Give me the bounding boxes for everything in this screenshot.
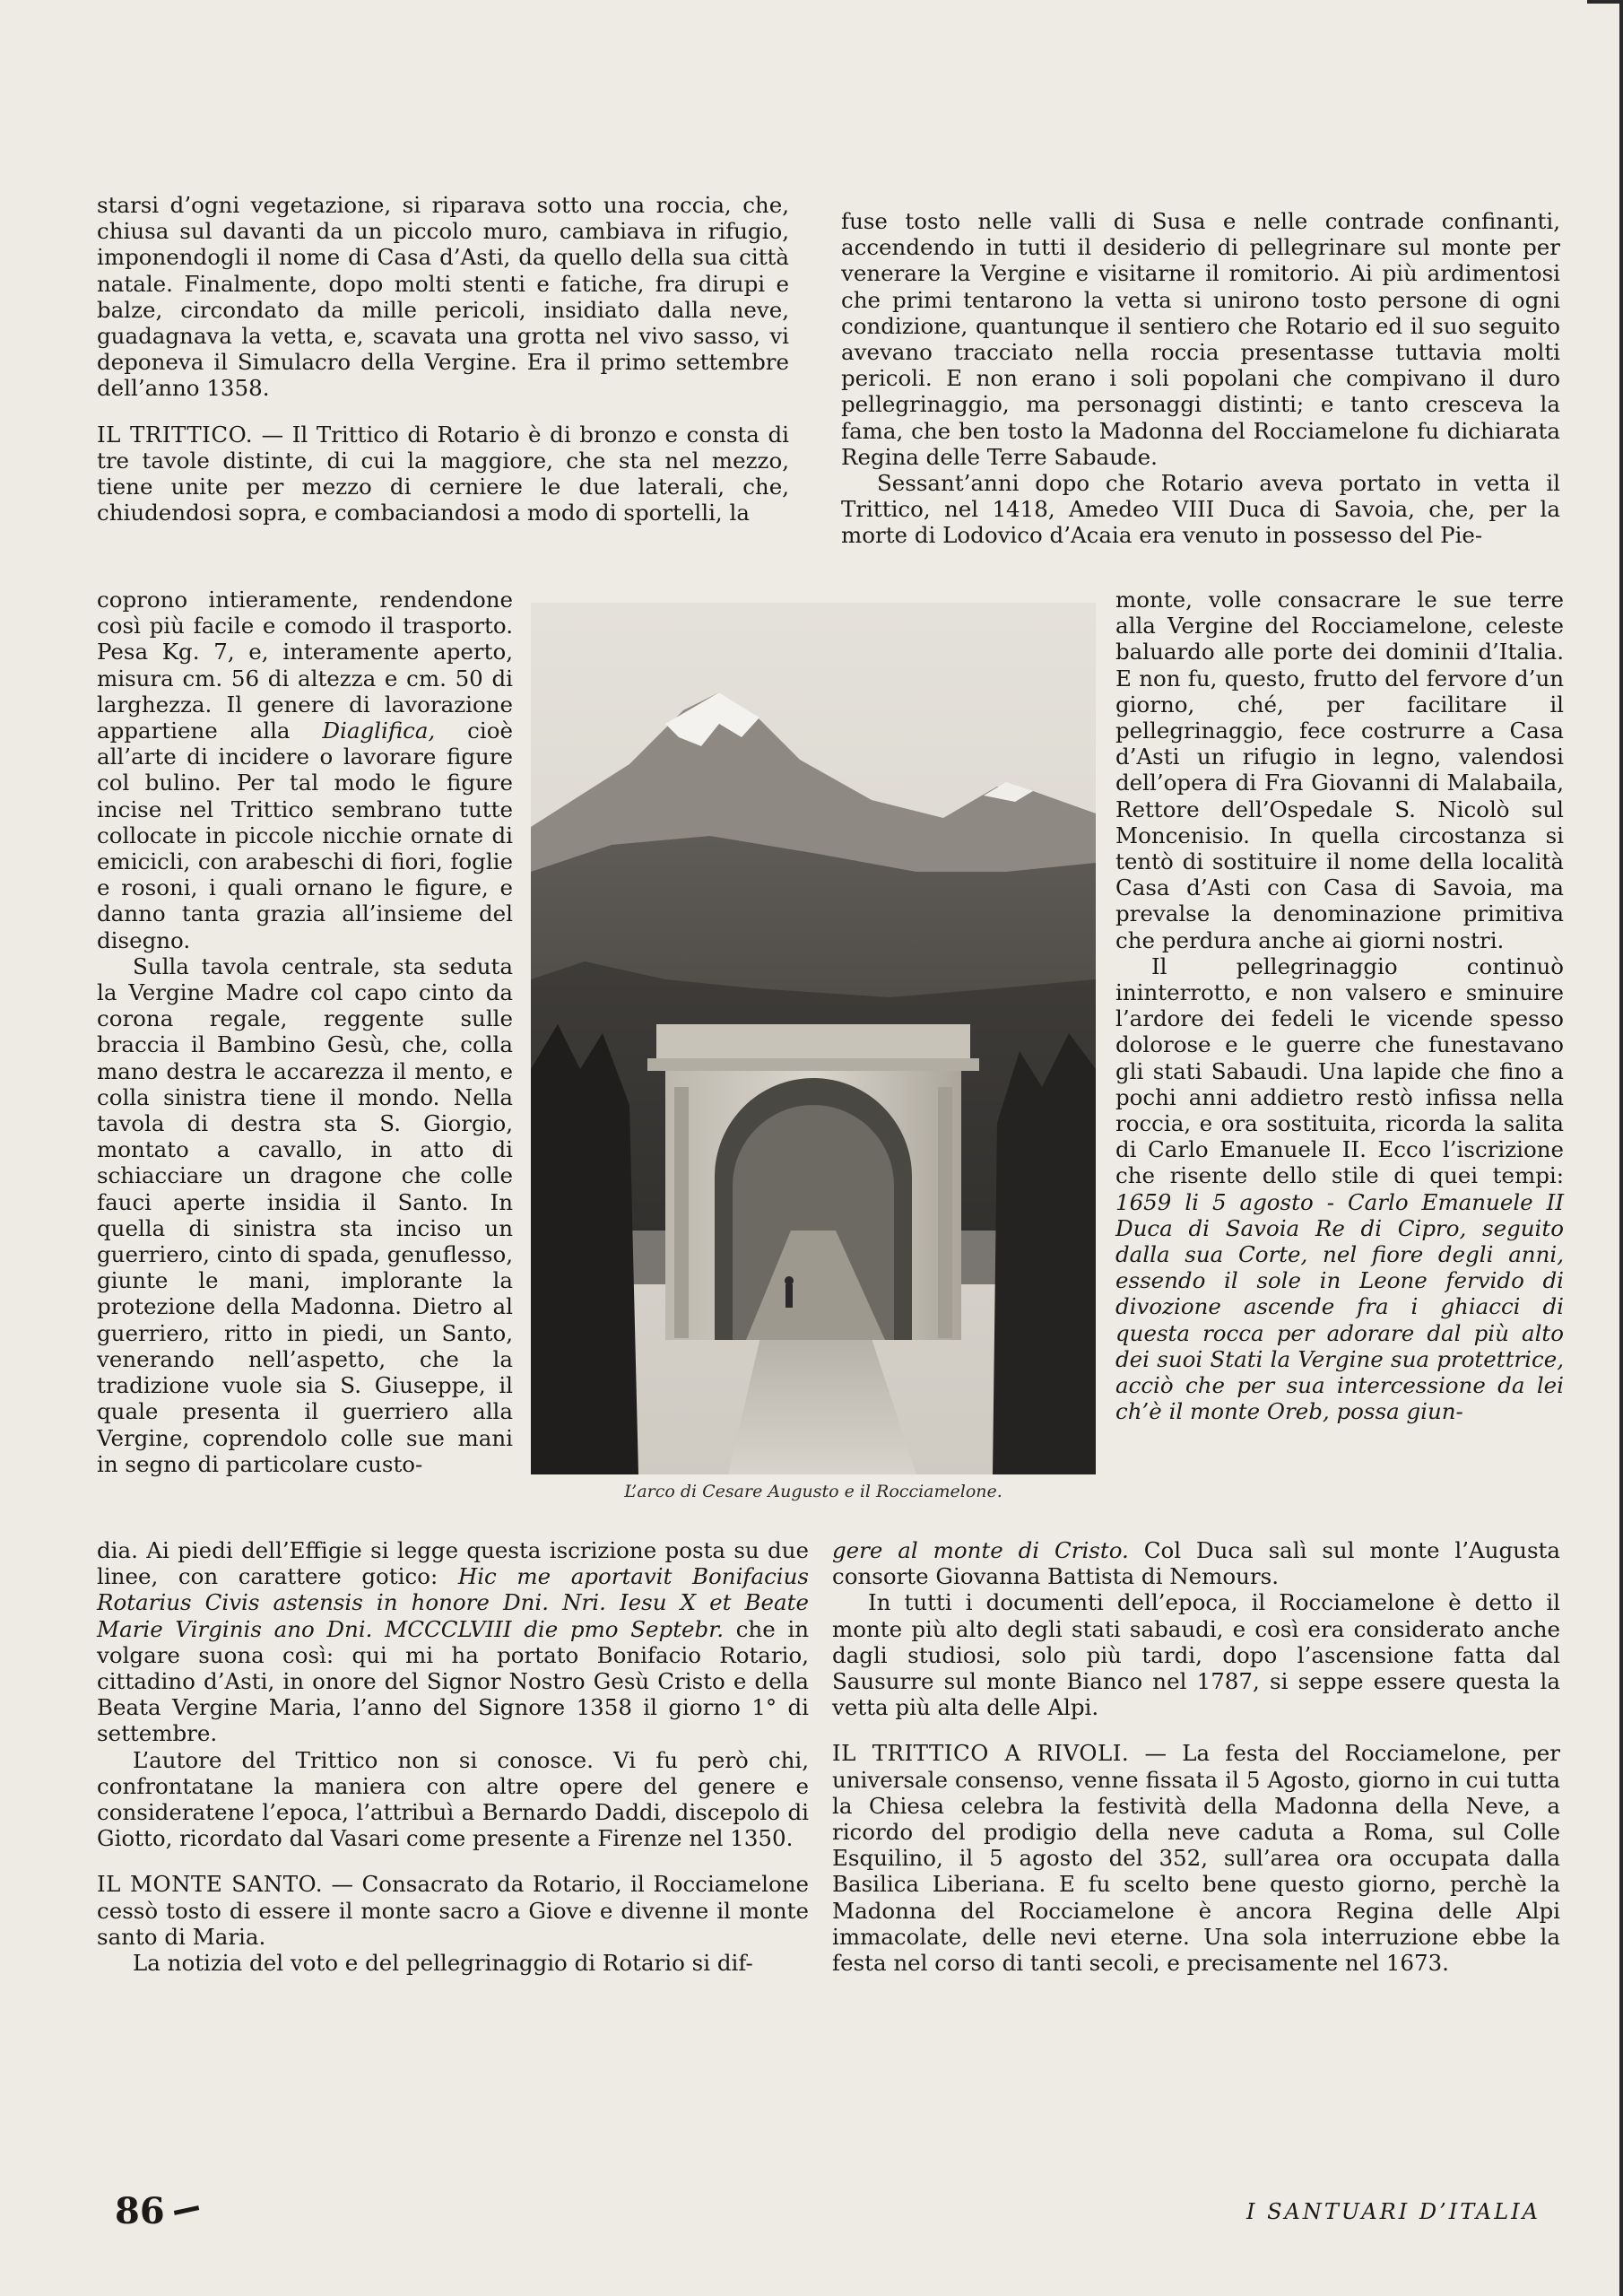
section-heading-trittico: IL TRITTICO.: [97, 421, 254, 448]
arch-photo-illustration: [531, 603, 1096, 1474]
paragraph: [832, 1537, 1560, 1589]
scan-corner-border: [1587, 0, 1623, 4]
text-column-left-bottom: [97, 1537, 809, 1976]
running-title: I SANTUARI D’ITALIA: [1245, 2199, 1541, 2224]
paragraph: [1115, 953, 1564, 1425]
photo-arch-and-mountain: [531, 603, 1096, 1474]
paragraph: In tutti i documenti dell’epoca, il Rocciamelone è detto il monte più alto degli stati sabaudi, e così era considerato anche dagli studiosi, solo più tardi, dopo l’ascensione fatta dal Sausurre sul monte Bianco nel 1787, si seppe essere questa la vetta più alta delle Alpi.: [832, 1589, 1560, 1721]
paragraph: monte, volle consacrare le sue terre alla Vergine del Rocciamelone, celeste baluardo alle porte dei dominii d’Italia. E non fu, questo, frutto del fervore d’un giorno, ché, per facilitare il pellegrinaggio, fece costrurre a Casa d’Asti un rifugio in legno, valendosi dell’opera di Fra Giovanni di Malabaila, Rettore dell’Ospedale S. Nicolò sul Moncenisio. In quella circostanza si tentò di sostituire il nome della località Casa d’Asti con Casa di Savoia, ma prevalse la denominazione primitiva che perdura anche ai giorni nostri.: [1115, 587, 1564, 953]
page-number-dash: [174, 2205, 199, 2215]
paragraph: fuse tosto nelle valli di Susa e nelle contrade confinanti, accendendo in tutti il desiderio di pellegrinare sul monte per venerare la Vergine e visitarne il romitorio. Ai più ardimentosi che primi tentarono la vetta si unirono tosto persone di ogni condizione, quantunque il sentiero che Rotario ed il suo seguito avevano tracciato nella roccia presentasse tuttavia molti pericoli. E non erano i soli popolani che compivano il duro pellegrinaggio, ma personaggi distinti; e tanto cresceva la fama, che ben tosto la Madonna del Rocciamelone fu dichiarata Regina delle Terre Sabaude.: [841, 208, 1560, 470]
italic-term: Diaglifica,: [322, 718, 436, 744]
paragraph-trittico: [97, 422, 789, 526]
page-number: 86: [115, 2190, 165, 2232]
paragraph: Sessant’anni dopo che Rotario aveva portato in vetta il Trittico, nel 1418, Amedeo VIII Duca di Savoia, che, per la morte di Lodovico d’Acaia era venuto in possesso del Pie-: [841, 470, 1560, 549]
figure-caption: L’arco di Cesare Augusto e il Rocciamelone.: [624, 1482, 1002, 1501]
text-column-left-top: [97, 192, 789, 526]
paragraph-text: coprono intieramente, rendendone così più facile e comodo il trasporto. Pesa Kg. 7, e, interamente aperto, misura cm. 56 di altezza e cm. 50 di larghezza. Il genere di lavorazione appartiene alla: [97, 587, 513, 744]
section-heading-monte-santo: IL MONTE SANTO.: [97, 1871, 323, 1898]
scan-edge-border: [1619, 0, 1623, 2296]
paragraph-text: — Consacrato da Rotario, il Rocciamelone cessò tosto di essere il monte sacro a Giove e divenne il monte santo di Maria.: [97, 1871, 809, 1950]
paragraph: L’autore del Trittico non si conosce. Vi fu però chi, confrontatane la maniera con altre opere del genere e consideratene l’epoca, l’attribuì a Bernardo Daddi, discepolo di Giotto, ricordato dal Vasari come presente a Firenze nel 1350.: [97, 1746, 809, 1852]
section-heading-trittico-a-rivoli: IL TRITTICO A RIVOLI.: [832, 1740, 1130, 1767]
paragraph-text: cioè all’arte di incidere o lavorare figure col bulino. Per tal modo le figure incise nel Trittico sembrano tutte collocate in piccole nicchie ornate di emicicli, con arabeschi di fiori, foglie e rosoni, i quali ornano le figure, e danno tanta grazia all’insieme del disegno.: [97, 718, 513, 953]
paragraph-monte-santo: [97, 1871, 809, 1950]
paragraph: [97, 1537, 809, 1747]
paragraph-text: che in volgare suona così: qui mi ha portato Bonifacio Rotario, cittadino d’Asti, in onore del Signor Nostro Gesù Cristo e della Beata Vergine Maria, l’anno del Signore 1358 il giorno 1° di settembre.: [97, 1615, 809, 1747]
paragraph: starsi d’ogni vegetazione, si riparava sotto una roccia, che, chiusa sul davanti da un piccolo muro, cambiava in rifugio, imponendogli il nome di Casa d’Asti, da quello della sua città natale. Finalmente, dopo molti stenti e fatiche, fra dirupi e balze, circondato da mille pericoli, insidiato dalla neve, guadagnava la vetta, e, scavata una grotta nel vivo sasso, vi deponeva il Simulacro della Vergine. Era il primo settembre dell’anno 1358.: [97, 192, 789, 402]
paragraph-text: — Il Trittico di Rotario è di bronzo e consta di tre tavole distinte, di cui la maggiore, che sta nel mezzo, tiene unite per mezzo di cerniere le due laterali, che, chiudendosi sopra, e combaciandosi a modo di sportelli, la: [97, 421, 789, 526]
paragraph-text: dia. Ai piedi dell’Effigie si legge questa iscrizione posta su due linee, con carattere gotico:: [97, 1537, 809, 1590]
paragraph-text: — La festa del Rocciamelone, per universale consenso, venne fissata il 5 Agosto, giorno in cui tutta la Chiesa celebra la festività della Madonna della Neve, a ricordo del prodigio della neve caduta a Roma, sul Colle Esquilino, il 5 agosto del 352, sull’area ora occupata dalla Basilica Liberiana. E fu scelto bene questo giorno, perchè la Madonna del Rocciamelone è ancora Regina delle Alpi immacolate, delle nevi eterne. Una sola interruzione ebbe la festa nel corso di tanti secoli, e precisamente nel 1673.: [832, 1740, 1561, 1977]
paragraph-text: Il pellegrinaggio continuò ininterrotto, e non valsero e sminuire l’ardore dei fedeli le vicende spesso dolorose e le guerre che funestavano gli stati Sabaudi. Una lapide che fino a pochi anni addietro restò infissa nella roccia, e ora sostituita, ricorda la salita di Carlo Emanuele II. Ecco l’iscrizione che risente dello stile di quei tempi:: [1115, 952, 1564, 1189]
italian-inscription-end: gere al monte di Cristo.: [832, 1537, 1129, 1563]
paragraph: [97, 587, 513, 953]
text-column-right-bottom: [832, 1537, 1560, 1976]
paragraph-text: Col Duca salì sul monte l’Augusta consorte Giovanna Battista di Nemours.: [832, 1537, 1560, 1590]
paragraph: Sulla tavola centrale, sta seduta la Vergine Madre col capo cinto da corona regale, reggente sulle braccia il Bambino Gesù, che, colla mano destra le accarezza il mento, e colla sinistra tiene il mondo. Nella tavola di destra sta S. Giorgio, montato a cavallo, in atto di schiacciare un dragone che colle fauci aperte insidia il Santo. In quella di sinistra sta inciso un guerriero, cinto di spada, genuflesso, giunte le mani, implorante la protezione della Madonna. Dietro al guerriero, ritto in piedi, un Santo, venerando nell’aspetto, che la tradizione vuole sia S. Giuseppe, il quale presenta il guerriero alla Vergine, coprendolo colle sue mani in segno di particolare custo-: [97, 952, 513, 1477]
text-column-right-top: [841, 208, 1560, 549]
text-column-right-narrow: [1115, 587, 1564, 1425]
paragraph: La notizia del voto e del pellegrinaggio di Rotario si dif-: [133, 1950, 753, 1977]
latin-inscription: Hic me aportavit Bonifacius Rotarius Civis astensis in honore Dni. Nri. Iesu X et Beate Marie Virginis ano Dni. MCCCLVIII die pmo Septebr.: [97, 1563, 809, 1642]
paragraph-trittico-a-rivoli: [832, 1740, 1560, 1976]
text-column-left-narrow: [97, 587, 513, 1477]
italian-inscription: 1659 li 5 agosto - Carlo Emanuele II Duca di Savoia Re di Cipro, seguito dalla sua Corte, nel fiore degli anni, essendo il sole in Leone fervido di divozione ascende fra i ghiacci di questa rocca per adorare dal più alto dei suoi Stati la Vergine sua protettrice, acciò che per sua intercessione da lei ch’è il monte Oreb, possa giun-: [1115, 1188, 1564, 1425]
